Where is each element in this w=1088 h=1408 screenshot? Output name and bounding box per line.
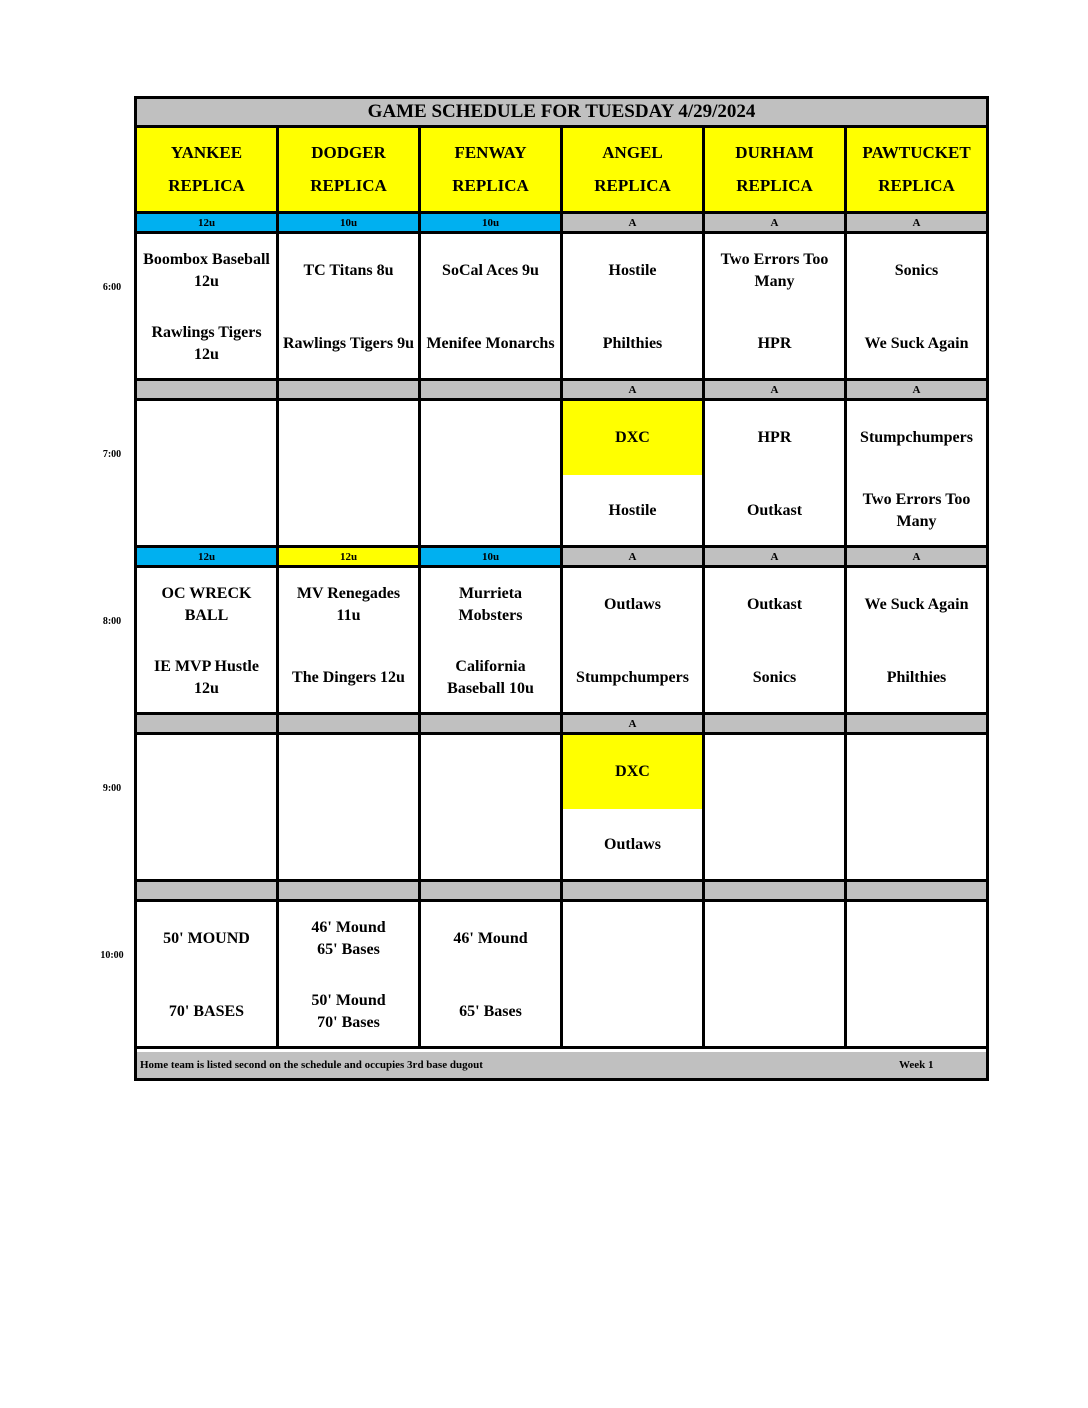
division-label [563, 882, 705, 902]
game-cell [847, 902, 986, 1049]
division-label: A [563, 548, 705, 568]
game-cell [421, 234, 563, 381]
field-name: DURHAM [735, 142, 814, 162]
away-team [705, 902, 844, 976]
division-label [847, 882, 986, 902]
division-label [137, 715, 279, 735]
schedule-footer [137, 1052, 986, 1078]
away-team: MV Renegades 11u [296, 585, 401, 624]
away-team [421, 401, 560, 475]
division-label [137, 381, 279, 401]
game-cell [847, 735, 986, 882]
home-team: Hostile [608, 501, 657, 519]
away-team: HPR [757, 429, 792, 446]
time-label: 9:00 [102, 783, 122, 794]
time-label: 10:00 [100, 950, 124, 961]
away-team: DXC [563, 401, 702, 475]
division-label: 10u [279, 214, 421, 234]
field-name: FENWAY [454, 142, 527, 162]
time-label: 6:00 [102, 282, 122, 293]
footer-note: Home team is listed second on the schedule and occupies 3rd base dugout [140, 1059, 483, 1071]
division-label: A [847, 548, 986, 568]
home-team [279, 809, 418, 880]
away-team: Two Errors Too Many [720, 251, 829, 290]
game-cell [137, 735, 279, 882]
field-header-dodger [279, 128, 421, 214]
division-label [137, 882, 279, 902]
game-cell [847, 234, 986, 381]
field-header-durham [705, 128, 847, 214]
field-header-yankee [137, 128, 279, 214]
game-cell [563, 234, 705, 381]
home-team [421, 809, 560, 880]
game-cell [279, 401, 421, 548]
division-label: A [705, 214, 847, 234]
schedule-table [134, 96, 989, 1081]
away-team [137, 401, 276, 475]
away-team [279, 735, 418, 809]
home-team: The Dingers 12u [292, 668, 405, 686]
away-team [847, 902, 986, 976]
division-label: 12u [137, 548, 279, 568]
away-team: DXC [563, 735, 702, 809]
game-cell [279, 735, 421, 882]
away-team [421, 735, 560, 809]
game-cell [705, 234, 847, 381]
home-team [563, 976, 702, 1047]
home-team: We Suck Again [864, 334, 969, 352]
away-team: Outlaws [604, 596, 661, 613]
home-team: Rawlings Tigers 9u [283, 334, 414, 352]
home-team [847, 809, 986, 880]
away-team: Hostile [608, 262, 657, 279]
home-team: Menifee Monarchs [426, 334, 555, 352]
division-label: 12u [137, 214, 279, 234]
home-team [279, 475, 418, 546]
away-team: TC Titans 8u [303, 262, 394, 279]
home-team: Outkast [746, 501, 803, 519]
home-team: Philthies [602, 334, 663, 352]
away-team: Sonics [894, 262, 939, 279]
division-label: A [847, 214, 986, 234]
home-team: IE MVP Hustle 12u [154, 657, 259, 697]
away-team [847, 735, 986, 809]
field-type: REPLICA [878, 176, 955, 196]
division-label: A [705, 381, 847, 401]
away-team: We Suck Again [864, 596, 969, 613]
division-label: A [563, 715, 705, 735]
time-label: 8:00 [102, 616, 122, 627]
away-team: 46' Mound 65' Bases [311, 919, 386, 958]
home-team: Sonics [752, 668, 797, 686]
game-cell [421, 568, 563, 715]
game-cell [705, 902, 847, 1049]
week-label: Week 1 [899, 1059, 934, 1071]
away-team [279, 401, 418, 475]
home-team [137, 475, 276, 546]
away-team: Murrieta Mobsters [458, 585, 523, 624]
home-team [705, 976, 844, 1047]
game-cell [421, 401, 563, 548]
home-team: Rawlings Tigers 12u [151, 323, 262, 363]
away-team: OC WRECK BALL [161, 585, 252, 624]
away-team: Outkast [746, 596, 803, 613]
away-team: Boombox Baseball 12u [143, 251, 270, 290]
field-type: REPLICA [168, 176, 245, 196]
home-team [421, 475, 560, 546]
game-cell [563, 902, 705, 1049]
field-type: REPLICA [594, 176, 671, 196]
division-label: A [847, 381, 986, 401]
home-team: Two Errors Too Many [862, 490, 971, 530]
game-cell [563, 401, 705, 548]
game-cell [137, 902, 279, 1049]
division-label: 12u [279, 548, 421, 568]
game-cell [421, 735, 563, 882]
game-cell [421, 902, 563, 1049]
game-cell [847, 568, 986, 715]
away-team [705, 735, 844, 809]
home-team: 65' Bases [459, 1002, 522, 1020]
field-type: REPLICA [452, 176, 529, 196]
division-label [847, 715, 986, 735]
division-label: A [563, 381, 705, 401]
away-team: SoCal Aces 9u [442, 262, 539, 279]
division-label: A [563, 214, 705, 234]
field-header-fenway [421, 128, 563, 214]
division-label [421, 882, 563, 902]
away-team: 50' MOUND [163, 930, 250, 947]
field-type: REPLICA [310, 176, 387, 196]
home-team: 70' BASES [168, 1002, 245, 1020]
field-name: ANGEL [602, 142, 663, 162]
home-team: Stumpchumpers [576, 668, 689, 686]
game-cell [279, 234, 421, 381]
time-label: 7:00 [102, 449, 122, 460]
home-team [137, 809, 276, 880]
division-label [279, 882, 421, 902]
away-team [563, 902, 702, 976]
division-label [421, 381, 563, 401]
home-team: Outlaws [604, 835, 661, 853]
game-cell [705, 401, 847, 548]
field-name: DODGER [311, 142, 386, 162]
division-label: A [705, 548, 847, 568]
division-label [705, 715, 847, 735]
field-header-pawtucket [847, 128, 986, 214]
field-type: REPLICA [736, 176, 813, 196]
schedule-title: GAME SCHEDULE FOR TUESDAY 4/29/2024 [137, 99, 986, 128]
game-cell [137, 234, 279, 381]
division-label [705, 882, 847, 902]
division-label [421, 715, 563, 735]
game-cell [847, 401, 986, 548]
home-team: 50' Mound 70' Bases [311, 991, 386, 1031]
home-team: HPR [757, 334, 792, 352]
game-cell [279, 568, 421, 715]
field-header-angel [563, 128, 705, 214]
division-label: 10u [421, 548, 563, 568]
game-cell [137, 401, 279, 548]
game-cell [705, 568, 847, 715]
home-team [847, 976, 986, 1047]
away-team: 46' Mound [453, 930, 528, 947]
away-team: Stumpchumpers [860, 429, 973, 446]
field-name: PAWTUCKET [862, 142, 971, 162]
game-cell [563, 735, 705, 882]
home-team: California Baseball 10u [447, 657, 534, 697]
away-team [137, 735, 276, 809]
home-team: Philthies [886, 668, 947, 686]
game-cell [279, 902, 421, 1049]
division-label [279, 381, 421, 401]
division-label [279, 715, 421, 735]
division-label: 10u [421, 214, 563, 234]
game-cell [563, 568, 705, 715]
game-cell [705, 735, 847, 882]
home-team [705, 809, 844, 880]
game-cell [137, 568, 279, 715]
field-name: YANKEE [170, 142, 243, 162]
